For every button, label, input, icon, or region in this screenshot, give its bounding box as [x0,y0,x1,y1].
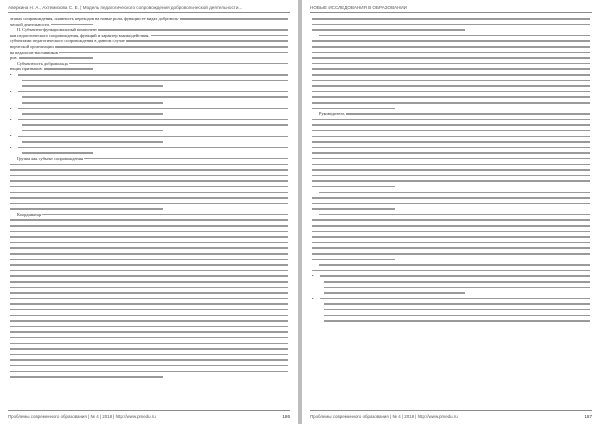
header-rule [8,12,290,13]
text-line-fill [10,259,288,261]
text-line-fill [312,108,395,110]
text-line-fill [312,169,590,171]
text-line-fill [312,80,590,82]
text-line-fill [312,164,590,166]
text-line-fill [10,303,288,305]
text-line-label: ворческой организации [10,43,54,49]
text-line-fill [319,113,590,115]
text-line-label: Руководитель [319,111,345,117]
page-number: 186 [282,414,290,419]
text-line-fill [10,247,288,249]
text-line-fill [10,348,288,350]
footer-rule [310,410,592,411]
text-line-fill [10,309,288,311]
text-line-fill [319,264,590,266]
text-line-fill [22,102,163,104]
text-line-fill [10,331,288,333]
body-text [312,16,590,324]
text-line-fill [10,175,288,177]
text-line-fill [312,96,590,98]
text-line-fill [10,326,288,328]
text-line [312,318,590,324]
text-line-fill [10,320,288,322]
text-line-label: ков педагогического сопровождения, функций и характер взаимодействия. [10,32,150,38]
text-line-fill [10,203,288,205]
text-line-fill [324,292,465,294]
text-line-fill [10,197,288,199]
text-line-fill [312,136,590,138]
text-line-fill [10,186,288,188]
text-line-label: ва педагогов-наставников [10,49,58,55]
text-line-fill [10,57,93,59]
text-line-fill [312,40,590,42]
text-line-fill [10,315,288,317]
text-line-fill [10,371,288,373]
text-line-label: • [10,88,12,94]
text-line-fill [10,180,288,182]
text-line-fill [10,242,288,244]
text-line-label: • [312,295,314,301]
text-line-fill [18,147,288,149]
text-line-fill [18,91,288,93]
text-line-fill [319,192,590,194]
text-line-fill [10,192,288,194]
text-line-fill [10,292,288,294]
text-line-label: Субъектность добровольца [17,60,68,66]
text-line-fill [10,376,163,378]
running-foot: Проблемы современного образования | № 4 | 2018 | http://www.pmedu.ru [8,414,156,419]
right-page [302,0,600,424]
page-number: 187 [584,414,592,419]
text-line-fill [312,119,590,121]
text-line-fill [312,180,590,182]
text-line-fill [10,270,288,272]
text-line-fill [312,242,590,244]
text-line-fill [10,359,288,361]
text-line-fill [10,354,288,356]
text-line-fill [312,68,590,70]
text-line-fill [324,315,590,317]
text-line-fill [22,85,163,87]
text-line-fill [10,365,288,367]
text-line-fill [312,186,395,188]
text-line-fill [312,225,590,227]
text-line-fill [312,63,590,65]
text-line-fill [22,130,163,132]
text-line-fill [10,253,288,255]
text-line-fill [312,24,590,26]
text-line-fill [312,152,590,154]
text-line-fill [10,208,163,210]
text-line-fill [10,225,288,227]
text-line-fill [312,147,590,149]
left-page [0,0,298,424]
text-line-fill [320,275,590,277]
text-line-fill [312,124,590,126]
text-line-label: Координатор [17,211,42,217]
text-line-label: • [10,116,12,122]
text-line-fill [312,57,590,59]
text-line-fill [320,298,590,300]
text-line-fill [312,231,590,233]
text-line-fill [312,270,590,272]
running-foot: Проблемы современного образования | № 4 | 2018 | http://www.pmedu.ru [310,414,458,419]
text-line-label: • [10,105,12,111]
text-line-label: ческой деятельности. [10,21,51,27]
text-line-fill [10,281,288,283]
body-text [10,16,288,380]
text-line-fill [319,35,590,37]
text-line-fill [22,152,93,154]
text-line-fill [312,203,590,205]
text-line-fill [324,281,590,283]
text-line-fill [10,337,288,339]
text-line-fill [312,102,590,104]
text-line-fill [312,253,590,255]
text-line-fill [10,236,288,238]
text-line-fill [22,80,288,82]
text-line-fill [312,46,590,48]
text-line-fill [312,52,590,54]
text-line-fill [312,236,590,238]
text-line-fill [10,264,288,266]
text-line-fill [22,141,163,143]
text-line-fill [10,219,288,221]
text-line-label: • [10,144,12,150]
text-line-fill [312,74,590,76]
text-line-fill [312,247,590,249]
text-line-label: субъектами педагогического сопровождения в данном случае [10,38,125,44]
text-line-fill [324,309,590,311]
text-line-label: Группа как субъект сопровождения [17,155,83,161]
text-line-fill [312,18,590,20]
text-line-label: II. Субъектно-функциональный компонент [17,27,97,33]
text-line-fill [10,231,288,233]
text-line-fill [312,85,590,87]
running-head: Аверкина Н. А., Ахтемизова С. Е. | Модель педагогического сопровождения добровольческой деятельности... [8,5,243,10]
text-line-fill [10,287,288,289]
text-line [10,374,288,380]
text-line-fill [10,169,288,171]
text-line-fill [18,136,288,138]
text-line-fill [312,175,590,177]
text-line-label: этапах сопровождения, планность переходов на новые роли, функции ее видах доброволь- [10,16,180,21]
text-line-fill [10,298,288,300]
text-line-fill [10,275,288,277]
text-line-fill [312,130,590,132]
text-line-fill [324,287,590,289]
text-line-fill [18,108,288,110]
text-line-fill [324,320,590,322]
text-line-fill [18,119,288,121]
text-line-label: • [10,71,12,77]
text-line-fill [312,158,590,160]
text-line-fill [312,219,590,221]
text-line-fill [312,29,465,31]
text-line-fill [319,214,590,216]
text-line-fill [312,259,395,261]
text-line-fill [312,208,395,210]
text-line-label: ров. [10,55,18,61]
text-line-label: • [10,133,12,139]
text-line-fill [22,124,288,126]
text-line-fill [22,96,288,98]
running-head: НОВЫЕ ИССЛЕДОВАНИЯ В ОБРАЗОВАНИИ [310,5,407,10]
footer-rule [8,410,290,411]
text-line-fill [10,164,288,166]
text-line-fill [324,303,590,305]
text-line-fill [10,343,288,345]
header-rule [310,12,592,13]
text-line-label: • [312,273,314,279]
text-line-label: ющих признаков: [10,66,43,72]
text-line-fill [18,74,288,76]
text-line-fill [312,91,590,93]
text-line-fill [22,113,163,115]
text-line-fill [312,197,590,199]
text-line-fill [312,141,590,143]
